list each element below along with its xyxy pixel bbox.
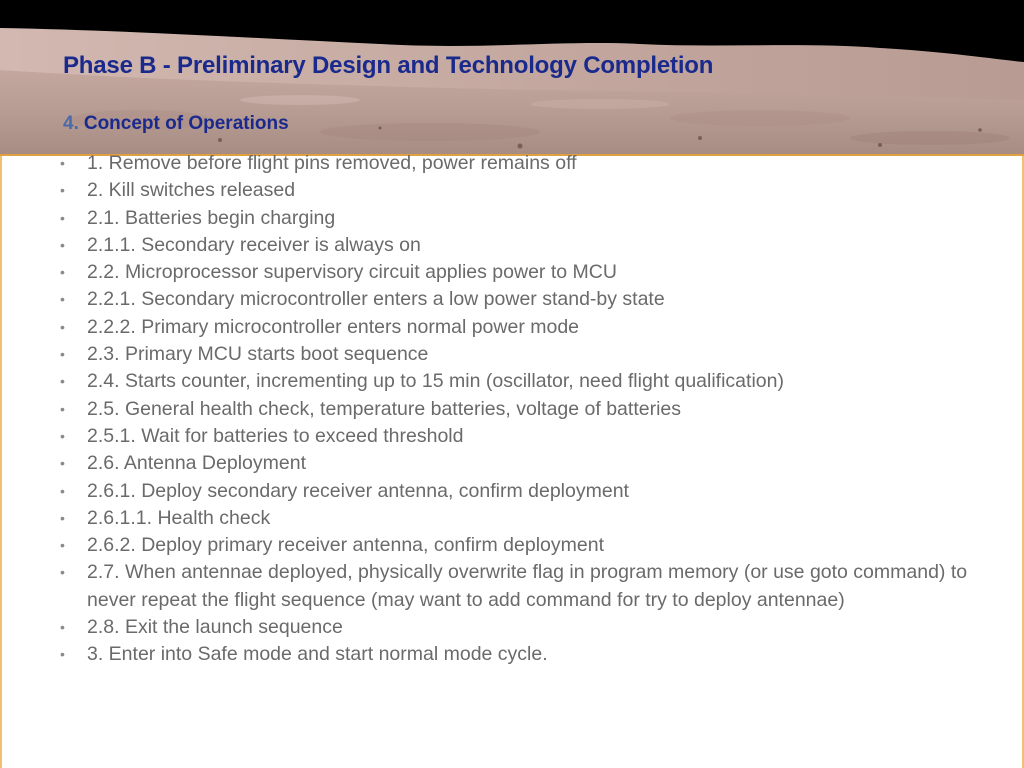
section-heading [63, 113, 289, 135]
section-title: Concept of Operations [83, 113, 289, 134]
bullet-dot-icon: • [60, 209, 65, 226]
bullet-dot-icon: • [60, 646, 65, 663]
bullet-dot-icon: • [60, 346, 65, 363]
bullet-item [60, 259, 970, 286]
bullet-dot-icon: • [60, 373, 65, 390]
bullet-dot-icon: • [60, 564, 65, 581]
bullet-item [60, 532, 970, 559]
bullet-text: 2.1.1. Secondary receiver is always on [87, 233, 421, 256]
bullet-dot-icon: • [60, 182, 65, 199]
bullet-dot-icon: • [60, 509, 65, 526]
bullet-text: 2.6.1.1. Health check [87, 506, 271, 529]
bullet-item [60, 232, 970, 259]
bullet-text: 1. Remove before flight pins removed, power remains off [87, 152, 577, 174]
bullet-text: 3. Enter into Safe mode and start normal mode cycle. [87, 643, 548, 666]
bullet-text: 2.6. Antenna Deployment [87, 452, 306, 475]
bullet-text: 2.7. When antennae deployed, physically overwrite flag in program memory (or use goto command) to never repeat the flight sequence (may want to add command for try to deploy antennae) [87, 561, 968, 611]
bullet-item [60, 177, 970, 204]
bullet-dot-icon: • [60, 619, 65, 636]
bullet-text: 2.2.1. Secondary microcontroller enters a low power stand-by state [87, 288, 665, 311]
bullet-text: 2.3. Primary MCU starts boot sequence [87, 343, 429, 366]
bullet-text: 2.2. Microprocessor supervisory circuit applies power to MCU [87, 261, 617, 284]
bullet-item [60, 341, 970, 368]
bullet-text: 2.5.1. Wait for batteries to exceed threshold [87, 424, 464, 447]
bullet-item [60, 423, 970, 450]
bullet-item [60, 205, 970, 232]
bullet-dot-icon: • [60, 318, 65, 335]
bullet-item [60, 396, 970, 423]
bullet-item [60, 314, 970, 341]
bullet-item [60, 641, 970, 668]
bullet-dot-icon: • [60, 427, 65, 444]
bullet-item [60, 614, 970, 641]
bullet-dot-icon: • [60, 455, 65, 472]
bullet-item [60, 286, 970, 313]
bullet-dot-icon: • [60, 291, 65, 308]
bullet-text: 2.6.1. Deploy secondary receiver antenna, confirm deployment [87, 479, 629, 502]
bullet-text: 2.8. Exit the launch sequence [87, 616, 343, 639]
section-number: 4. [63, 113, 79, 134]
bullet-text: 2.4. Starts counter, incrementing up to 15 min (oscillator, need flight qualification) [87, 370, 784, 393]
bullet-dot-icon: • [60, 155, 65, 171]
bullet-item [60, 368, 970, 395]
bullet-text: 2.5. General health check, temperature batteries, voltage of batteries [87, 397, 682, 420]
bullet-dot-icon: • [60, 400, 65, 417]
bullet-text: 2. Kill switches released [87, 179, 296, 202]
frame-left-border [0, 156, 2, 768]
bullet-dot-icon: • [60, 537, 65, 554]
bullet-text: 2.1. Batteries begin charging [87, 206, 336, 229]
bullet-list [60, 150, 970, 669]
bullet-text: 2.2.2. Primary microcontroller enters normal power mode [87, 315, 580, 338]
slide-title: Phase B - Preliminary Design and Technology Completion [63, 52, 714, 79]
bullet-dot-icon: • [60, 482, 65, 499]
bullet-item [60, 505, 970, 532]
bullet-text: 2.6.2. Deploy primary receiver antenna, confirm deployment [87, 534, 604, 557]
bullet-item [60, 450, 970, 477]
bullet-item [60, 150, 970, 177]
bullet-item [60, 559, 970, 614]
bullet-dot-icon: • [60, 236, 65, 253]
bullet-dot-icon: • [60, 264, 65, 281]
bullet-item [60, 478, 970, 505]
